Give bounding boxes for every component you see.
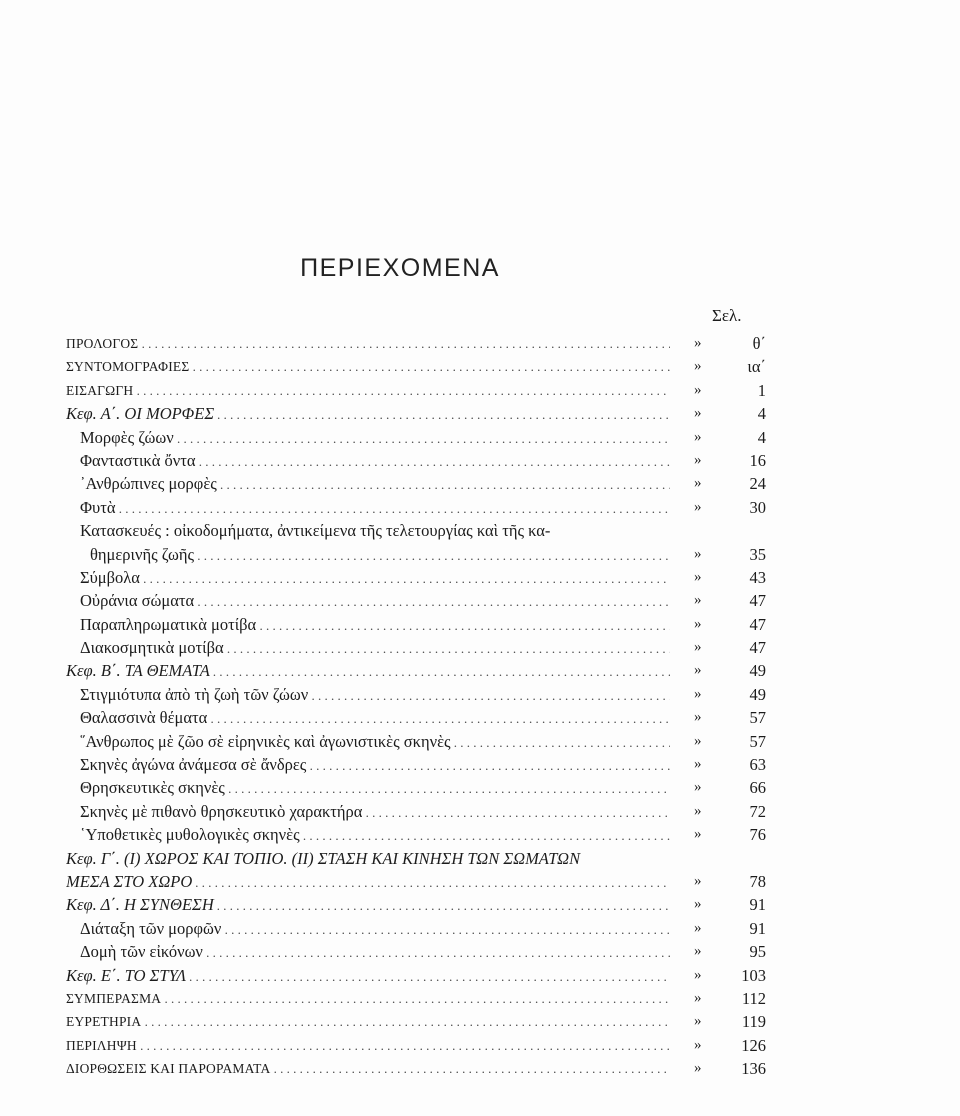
toc-entry-title: ῞Ανθρωπος μὲ ζῶο σὲ εἰρηνικὲς καὶ ἀγωνιστικὲς σκηνὲς . . . bbox=[66, 730, 670, 754]
toc-entry-page: 72 bbox=[749, 801, 766, 821]
toc-entry-title: ΕΙΣΑΓΩΓΗ . . . bbox=[66, 379, 670, 402]
toc-entry bbox=[66, 964, 766, 987]
toc-entry bbox=[66, 1010, 766, 1033]
toc-entry bbox=[66, 776, 766, 799]
toc-entry-page: 30 bbox=[749, 497, 766, 517]
toc-entry-title: Παραπληρωματικὰ μοτίβα . . . bbox=[66, 613, 670, 637]
page-column-label: Σελ. bbox=[712, 306, 742, 325]
ditto-mark: » bbox=[694, 756, 702, 773]
toc-entry-page: 95 bbox=[749, 942, 766, 962]
table-of-contents bbox=[66, 332, 766, 1081]
toc-entry bbox=[66, 519, 766, 542]
ditto-mark: » bbox=[694, 451, 702, 468]
toc-entry-page: 63 bbox=[749, 755, 766, 775]
ditto-mark: » bbox=[694, 428, 702, 445]
ditto-mark: » bbox=[694, 475, 702, 492]
toc-entry-title: Διάταξη τῶν μορφῶν . . . bbox=[66, 917, 670, 941]
toc-entry bbox=[66, 543, 766, 566]
toc-entry-title: Σύμβολα . . . bbox=[66, 566, 670, 590]
toc-entry bbox=[66, 589, 766, 612]
ditto-mark: » bbox=[694, 989, 702, 1006]
toc-entry-title: Μορφὲς ζώων . . . bbox=[66, 426, 670, 450]
ditto-mark: » bbox=[694, 919, 702, 936]
toc-entry-page: 49 bbox=[749, 661, 766, 681]
toc-entry-page: 103 bbox=[741, 965, 766, 985]
toc-entry bbox=[66, 496, 766, 519]
toc-entry-title: Θρησκευτικὲς σκηνὲς . . . bbox=[66, 776, 670, 800]
ditto-mark: » bbox=[694, 779, 702, 796]
toc-entry-title: Στιγμιότυπα ἀπὸ τὴ ζωὴ τῶν ζώων . . . bbox=[66, 683, 670, 707]
toc-entry bbox=[66, 706, 766, 729]
toc-entry-page: 24 bbox=[749, 474, 766, 494]
toc-entry-page: 47 bbox=[749, 614, 766, 634]
toc-entry-title: Κεφ. Β΄. ΤΑ ΘΕΜΑΤΑ . . . bbox=[66, 659, 670, 683]
toc-entry-title: Θαλασσινὰ θέματα . . . bbox=[66, 706, 670, 730]
toc-entry-title: ᾽Ανθρώπινες μορφὲς . . . bbox=[66, 472, 670, 496]
toc-entry bbox=[66, 426, 766, 449]
toc-entry-page: ια΄ bbox=[747, 357, 766, 377]
toc-entry-page: 43 bbox=[749, 567, 766, 587]
ditto-mark: » bbox=[694, 545, 702, 562]
ditto-mark: » bbox=[694, 685, 702, 702]
toc-entry-title: Φανταστικὰ ὄντα . . . bbox=[66, 449, 670, 473]
toc-entry bbox=[66, 940, 766, 963]
toc-entry-page: 78 bbox=[749, 871, 766, 891]
toc-entry-page: 126 bbox=[741, 1035, 766, 1055]
ditto-mark: » bbox=[694, 1013, 702, 1030]
ditto-mark: » bbox=[694, 405, 702, 422]
toc-entry bbox=[66, 1034, 766, 1057]
toc-entry-page: 91 bbox=[749, 895, 766, 915]
toc-entry bbox=[66, 987, 766, 1010]
toc-entry-title: ῾Υποθετικὲς μυθολογικὲς σκηνὲς . . . bbox=[66, 823, 670, 847]
ditto-mark: » bbox=[694, 662, 702, 679]
toc-entry-page: 66 bbox=[749, 778, 766, 798]
ditto-mark: » bbox=[694, 872, 702, 889]
toc-entry-page: 4 bbox=[757, 404, 766, 424]
ditto-mark: » bbox=[694, 615, 702, 632]
toc-entry-page: 136 bbox=[741, 1059, 766, 1079]
ditto-mark: » bbox=[694, 639, 702, 656]
toc-entry bbox=[66, 917, 766, 940]
ditto-mark: » bbox=[694, 732, 702, 749]
toc-entry-page: 91 bbox=[749, 918, 766, 938]
ditto-mark: » bbox=[694, 358, 702, 375]
toc-entry-title: Διακοσμητικὰ μοτίβα . . . bbox=[66, 636, 670, 660]
ditto-mark: » bbox=[694, 381, 702, 398]
toc-entry bbox=[66, 753, 766, 776]
toc-entry-title: Κεφ. Δ΄. Η ΣΥΝΘΕΣΗ . . . bbox=[66, 893, 670, 917]
ditto-mark: » bbox=[694, 943, 702, 960]
toc-entry-title: Κεφ. Ε΄. ΤΟ ΣΤΥΛ . . . bbox=[66, 964, 670, 988]
toc-entry-page: 4 bbox=[757, 427, 766, 447]
toc-entry-title: ΔΙΟΡΘΩΣΕΙΣ ΚΑΙ ΠΑΡΟΡΑΜΑΤΑ . . . bbox=[66, 1057, 670, 1080]
toc-entry bbox=[66, 402, 766, 425]
ditto-mark: » bbox=[694, 826, 702, 843]
toc-entry-title: ΠΡΟΛΟΓΟΣ . . . bbox=[66, 332, 670, 355]
toc-entry bbox=[66, 730, 766, 753]
toc-entry bbox=[66, 636, 766, 659]
toc-entry-page: 1 bbox=[757, 380, 766, 400]
toc-entry bbox=[66, 870, 766, 893]
ditto-mark: » bbox=[694, 802, 702, 819]
toc-entry bbox=[66, 566, 766, 589]
toc-entry-title: Κατασκευές : οἰκοδομήματα, ἀντικείμενα τῆς τελετουργίας καὶ τῆς κα- bbox=[80, 521, 551, 541]
toc-entry-page: θ΄ bbox=[752, 334, 766, 353]
toc-entry-page: 76 bbox=[749, 825, 766, 845]
toc-entry-title: Σκηνὲς μὲ πιθανὸ θρησκευτικὸ χαρακτήρα . . . bbox=[66, 800, 670, 824]
toc-entry bbox=[66, 1057, 766, 1080]
ditto-mark: » bbox=[694, 568, 702, 585]
ditto-mark: » bbox=[694, 1036, 702, 1053]
toc-entry-title: θημερινῆς ζωῆς . . . bbox=[66, 543, 670, 567]
toc-entry bbox=[66, 847, 766, 870]
toc-entry bbox=[66, 893, 766, 916]
toc-entry bbox=[66, 332, 766, 355]
toc-entry-page: 57 bbox=[749, 708, 766, 728]
toc-entry bbox=[66, 472, 766, 495]
toc-entry-page: 16 bbox=[749, 450, 766, 470]
toc-entry-page: 57 bbox=[749, 731, 766, 751]
toc-entry-title: Σκηνὲς ἀγώνα ἀνάμεσα σὲ ἄνδρες . . . bbox=[66, 753, 670, 777]
toc-entry-title: ΣΥΝΤΟΜΟΓΡΑΦΙΕΣ . . . bbox=[66, 355, 670, 378]
toc-entry bbox=[66, 449, 766, 472]
toc-entry-page: 49 bbox=[749, 684, 766, 704]
toc-entry-page: 47 bbox=[749, 591, 766, 611]
toc-entry-page: 35 bbox=[749, 544, 766, 564]
toc-entry bbox=[66, 613, 766, 636]
toc-entry bbox=[66, 659, 766, 682]
toc-entry-title: ΣΥΜΠΕΡΑΣΜΑ . . . bbox=[66, 987, 670, 1010]
toc-entry-title: Φυτὰ . . . bbox=[66, 496, 670, 520]
toc-entry-page: 47 bbox=[749, 638, 766, 658]
page-title: ΠΕΡΙΕΧΟΜΕΝΑ bbox=[300, 254, 500, 282]
toc-entry bbox=[66, 355, 766, 378]
toc-entry-page: 119 bbox=[741, 1012, 766, 1032]
ditto-mark: » bbox=[694, 896, 702, 913]
ditto-mark: » bbox=[694, 1060, 702, 1077]
toc-entry bbox=[66, 379, 766, 402]
ditto-mark: » bbox=[694, 592, 702, 609]
toc-entry-title: Δομὴ τῶν εἰκόνων . . . bbox=[66, 940, 670, 964]
toc-entry-title: ΜΕΣΑ ΣΤΟ ΧΩΡΟ . . . bbox=[66, 870, 670, 894]
toc-entry-title: Κεφ. Γ΄. (I) ΧΩΡΟΣ ΚΑΙ ΤΟΠΙΟ. (II) ΣΤΑΣΗ ΚΑΙ ΚΙΝΗΣΗ ΤΩΝ ΣΩΜΑΤΩΝ bbox=[66, 848, 581, 868]
toc-entry bbox=[66, 683, 766, 706]
toc-entry-title: Κεφ. Α΄. ΟΙ ΜΟΡΦΕΣ . . . bbox=[66, 402, 670, 426]
toc-entry bbox=[66, 823, 766, 846]
ditto-mark: » bbox=[694, 335, 702, 351]
toc-entry-title: ΠΕΡΙΛΗΨΗ . . . bbox=[66, 1034, 670, 1057]
ditto-mark: » bbox=[694, 966, 702, 983]
toc-entry-page: 112 bbox=[741, 988, 766, 1008]
ditto-mark: » bbox=[694, 709, 702, 726]
toc-entry bbox=[66, 800, 766, 823]
toc-entry-title: Οὐράνια σώματα . . . bbox=[66, 589, 670, 613]
toc-entry-title: ΕΥΡΕΤΗΡΙΑ . . . bbox=[66, 1010, 670, 1033]
ditto-mark: » bbox=[694, 498, 702, 515]
